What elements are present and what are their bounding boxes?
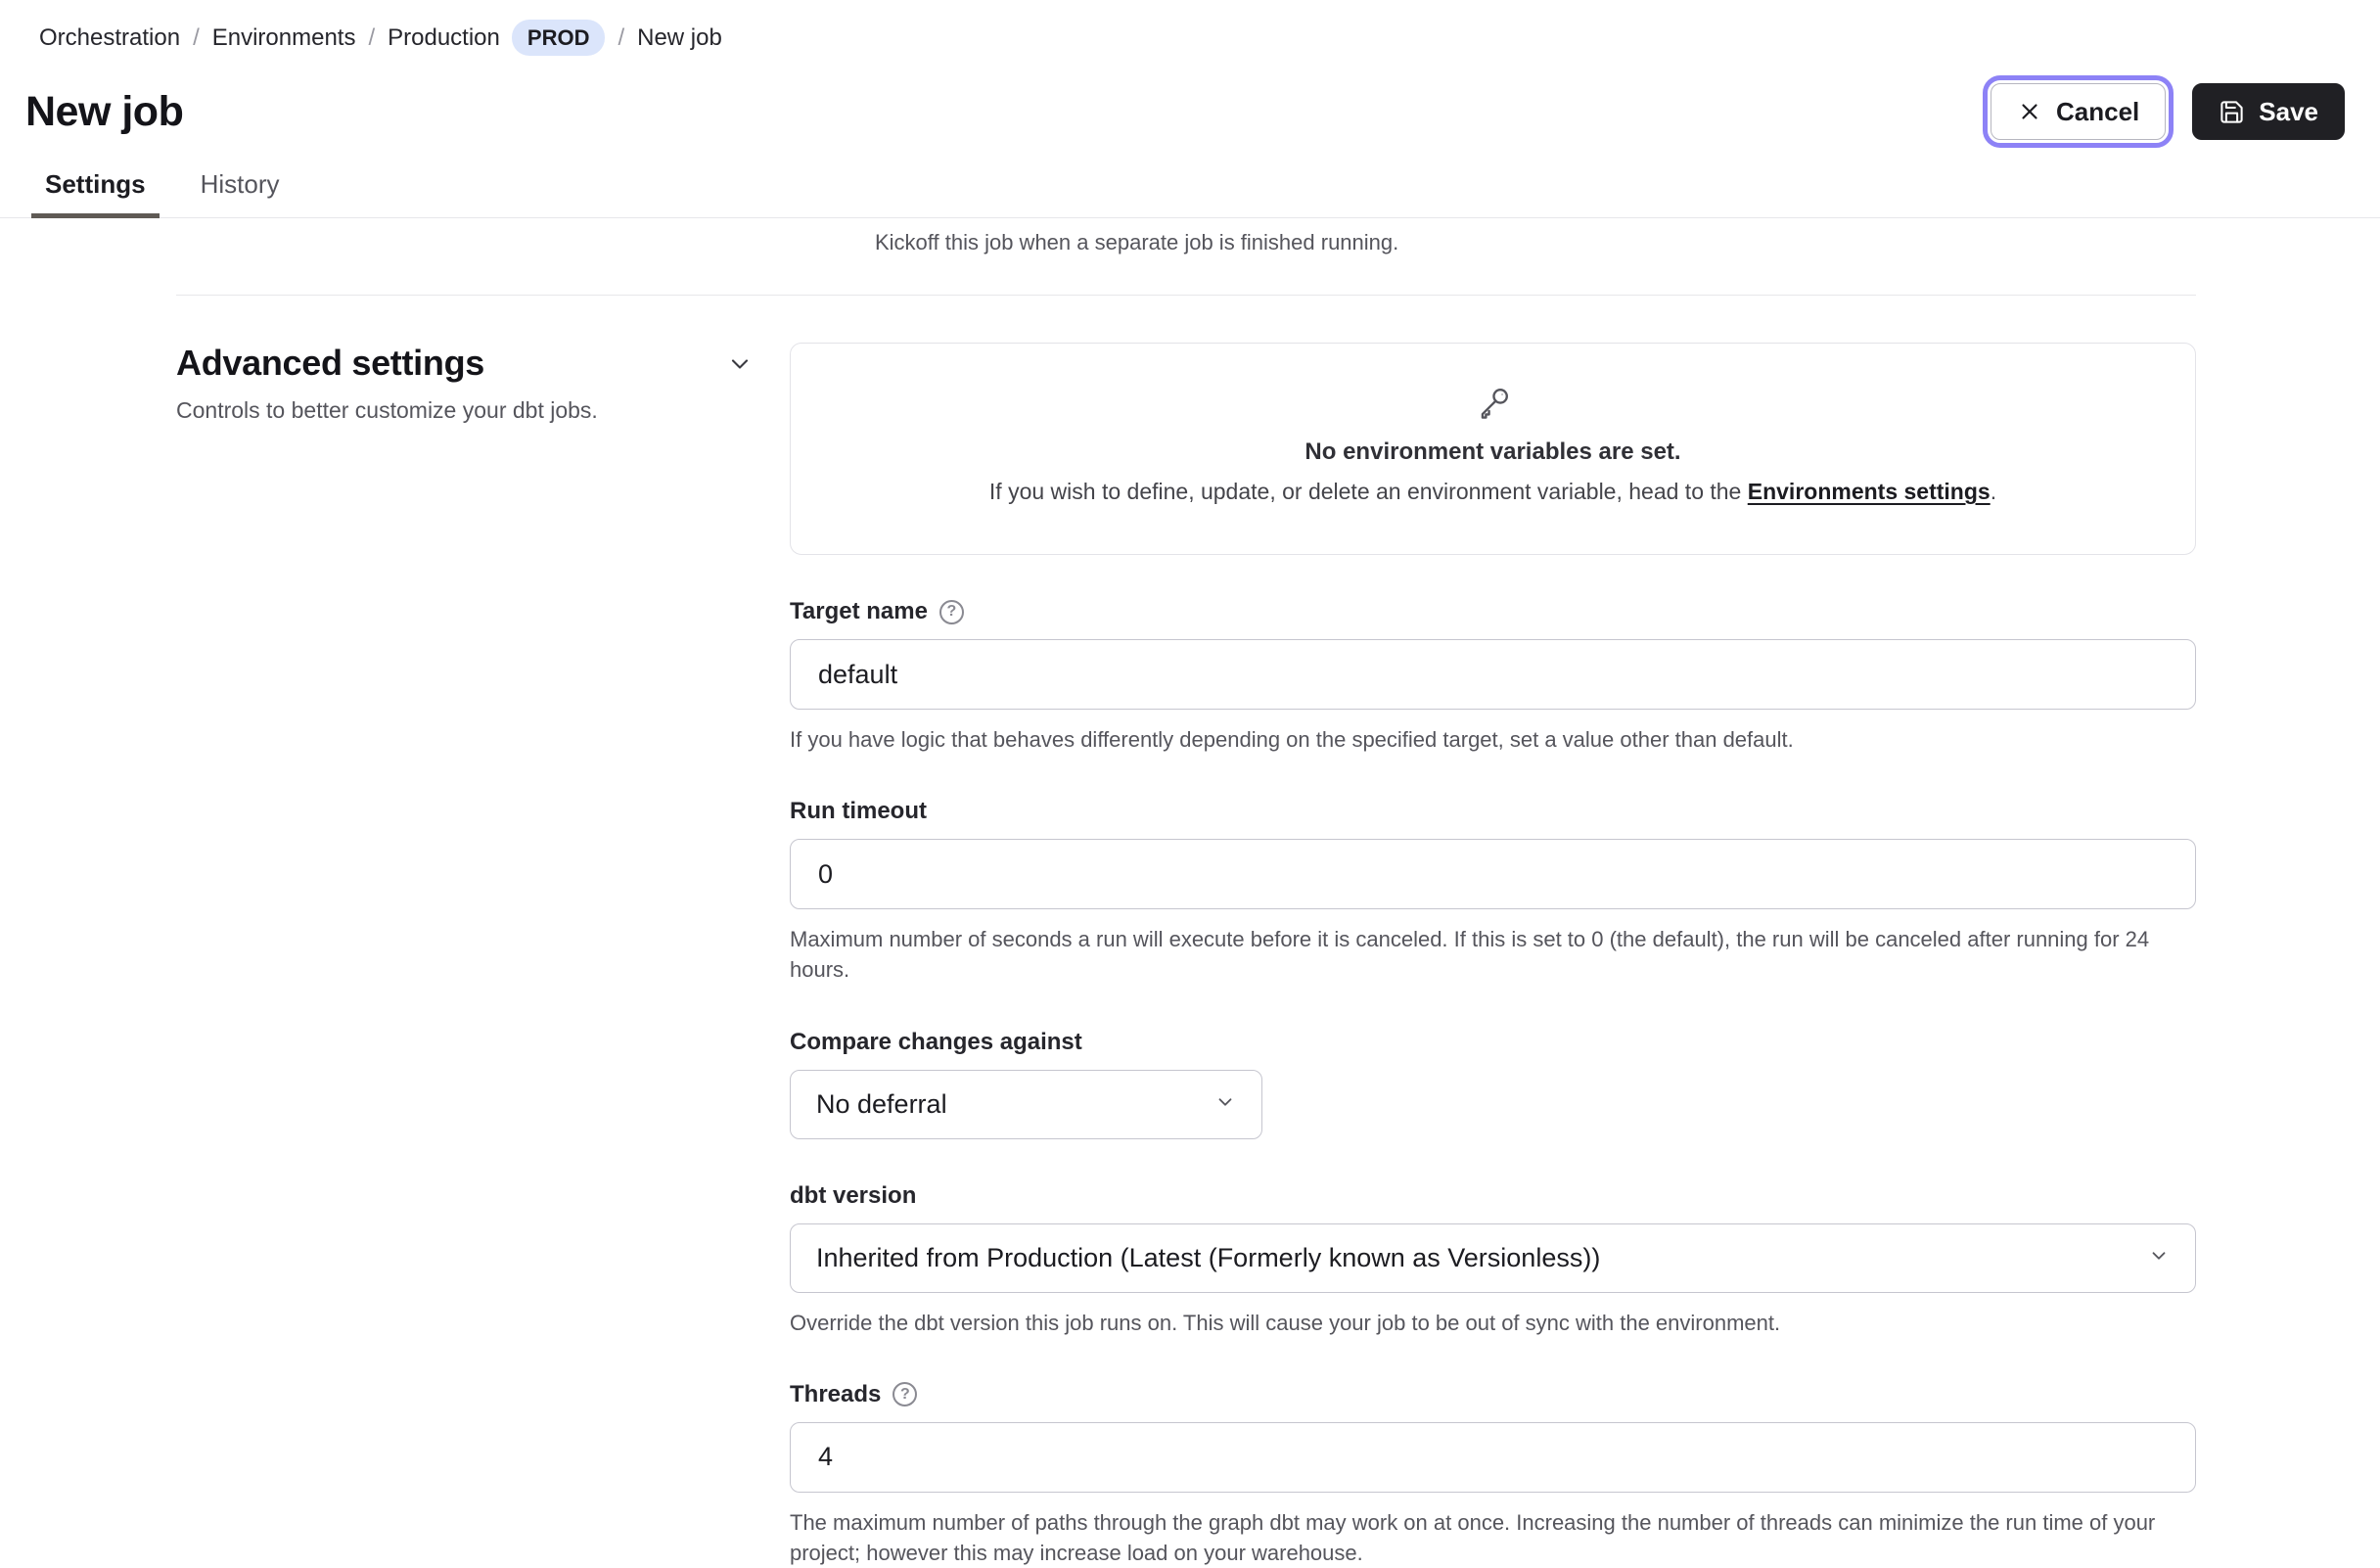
breadcrumb-environments[interactable]: Environments: [211, 23, 356, 51]
key-icon: [1475, 385, 1512, 427]
target-name-label: [790, 598, 2196, 625]
page-title: New job: [25, 87, 184, 135]
close-icon: [2017, 99, 2042, 124]
header-actions: [1991, 83, 2345, 140]
tab-settings[interactable]: Settings: [41, 169, 150, 217]
help-icon[interactable]: ?: [892, 1382, 917, 1407]
dbt-version-select[interactable]: [790, 1223, 2196, 1293]
run-timeout-field-group: [790, 798, 2196, 985]
advanced-settings-intro: [176, 343, 754, 424]
page-header: [0, 56, 2380, 140]
help-icon[interactable]: ?: [939, 600, 964, 624]
target-name-label-text: Target name: [790, 598, 928, 624]
dbt-version-value: Inherited from Production (Latest (Formerly known as Versionless)): [816, 1242, 1601, 1272]
env-vars-hint-suffix: .: [1990, 479, 1997, 504]
dbt-version-label: [790, 1182, 2196, 1210]
compare-changes-label: [790, 1029, 2196, 1056]
run-timeout-label-text: Run timeout: [790, 798, 927, 825]
target-name-input[interactable]: [790, 639, 2196, 710]
run-timeout-label: [790, 798, 2196, 825]
dbt-version-helper: Override the dbt version this job runs on. This will cause your job to be out of sync with the environment.: [790, 1310, 1781, 1335]
dbt-version-label-text: dbt version: [790, 1181, 917, 1209]
threads-input[interactable]: [790, 1422, 2196, 1493]
dbt-version-field-group: [790, 1182, 2196, 1338]
breadcrumb-separator: /: [368, 23, 376, 51]
prod-badge: PROD: [512, 20, 606, 56]
compare-changes-field-group: [790, 1029, 2196, 1139]
trigger-description: Kickoff this job when a separate job is finished running.: [875, 230, 1399, 254]
chevron-down-icon: [726, 366, 754, 381]
collapse-section-button[interactable]: [726, 350, 754, 381]
threads-label: [790, 1381, 2196, 1408]
chevron-down-icon: [2148, 1243, 2170, 1273]
advanced-settings-fields: [790, 343, 2196, 1568]
save-button[interactable]: [2192, 83, 2345, 140]
save-icon: [2219, 99, 2245, 125]
advanced-settings-title: Advanced settings: [176, 343, 484, 383]
compare-changes-label-text: Compare changes against: [790, 1028, 1082, 1055]
cancel-button-label: Cancel: [2056, 96, 2140, 126]
tab-history[interactable]: History: [200, 169, 280, 199]
breadcrumb-separator: /: [618, 23, 625, 51]
compare-changes-value: No deferral: [816, 1088, 947, 1119]
run-timeout-input[interactable]: [790, 839, 2196, 909]
breadcrumb-separator: /: [193, 23, 200, 51]
target-name-helper: If you have logic that behaves differently depending on the specified target, set a value other than default.: [790, 727, 1794, 752]
breadcrumb-production[interactable]: Production: [388, 23, 500, 51]
breadcrumb-orchestration[interactable]: Orchestration: [39, 23, 181, 51]
run-timeout-helper: Maximum number of seconds a run will execute before it is canceled. If this is set to 0 (the default), the run will be canceled after running for 24 hours.: [790, 927, 2150, 983]
tab-bar: [0, 169, 2380, 218]
compare-changes-select[interactable]: [790, 1070, 1262, 1139]
threads-label-text: Threads: [790, 1380, 882, 1407]
advanced-settings-section: [0, 296, 2380, 1568]
cancel-button[interactable]: [1991, 83, 2166, 140]
breadcrumb: [0, 0, 2380, 56]
chevron-down-icon: [1214, 1089, 1236, 1120]
env-vars-hint-prefix: If you wish to define, update, or delete an environment variable, head to the: [988, 479, 1748, 504]
settings-content: [0, 230, 2380, 1568]
environment-variables-empty-state: [790, 343, 2196, 555]
environments-settings-link[interactable]: Environments settings: [1747, 479, 1991, 504]
breadcrumb-current: New job: [637, 23, 722, 51]
env-vars-empty-title: No environment variables are set.: [1304, 438, 1681, 465]
threads-helper: The maximum number of paths through the graph dbt may work on at once. Increasing the number of threads can minimize the run time of your project; however this may increase load on your warehouse.: [790, 1509, 2156, 1566]
env-vars-empty-hint: [830, 479, 2156, 505]
advanced-settings-subtitle: Controls to better customize your dbt jobs.: [176, 397, 598, 423]
threads-field-group: [790, 1381, 2196, 1568]
target-name-field-group: [790, 598, 2196, 755]
save-button-label: Save: [2259, 96, 2318, 126]
